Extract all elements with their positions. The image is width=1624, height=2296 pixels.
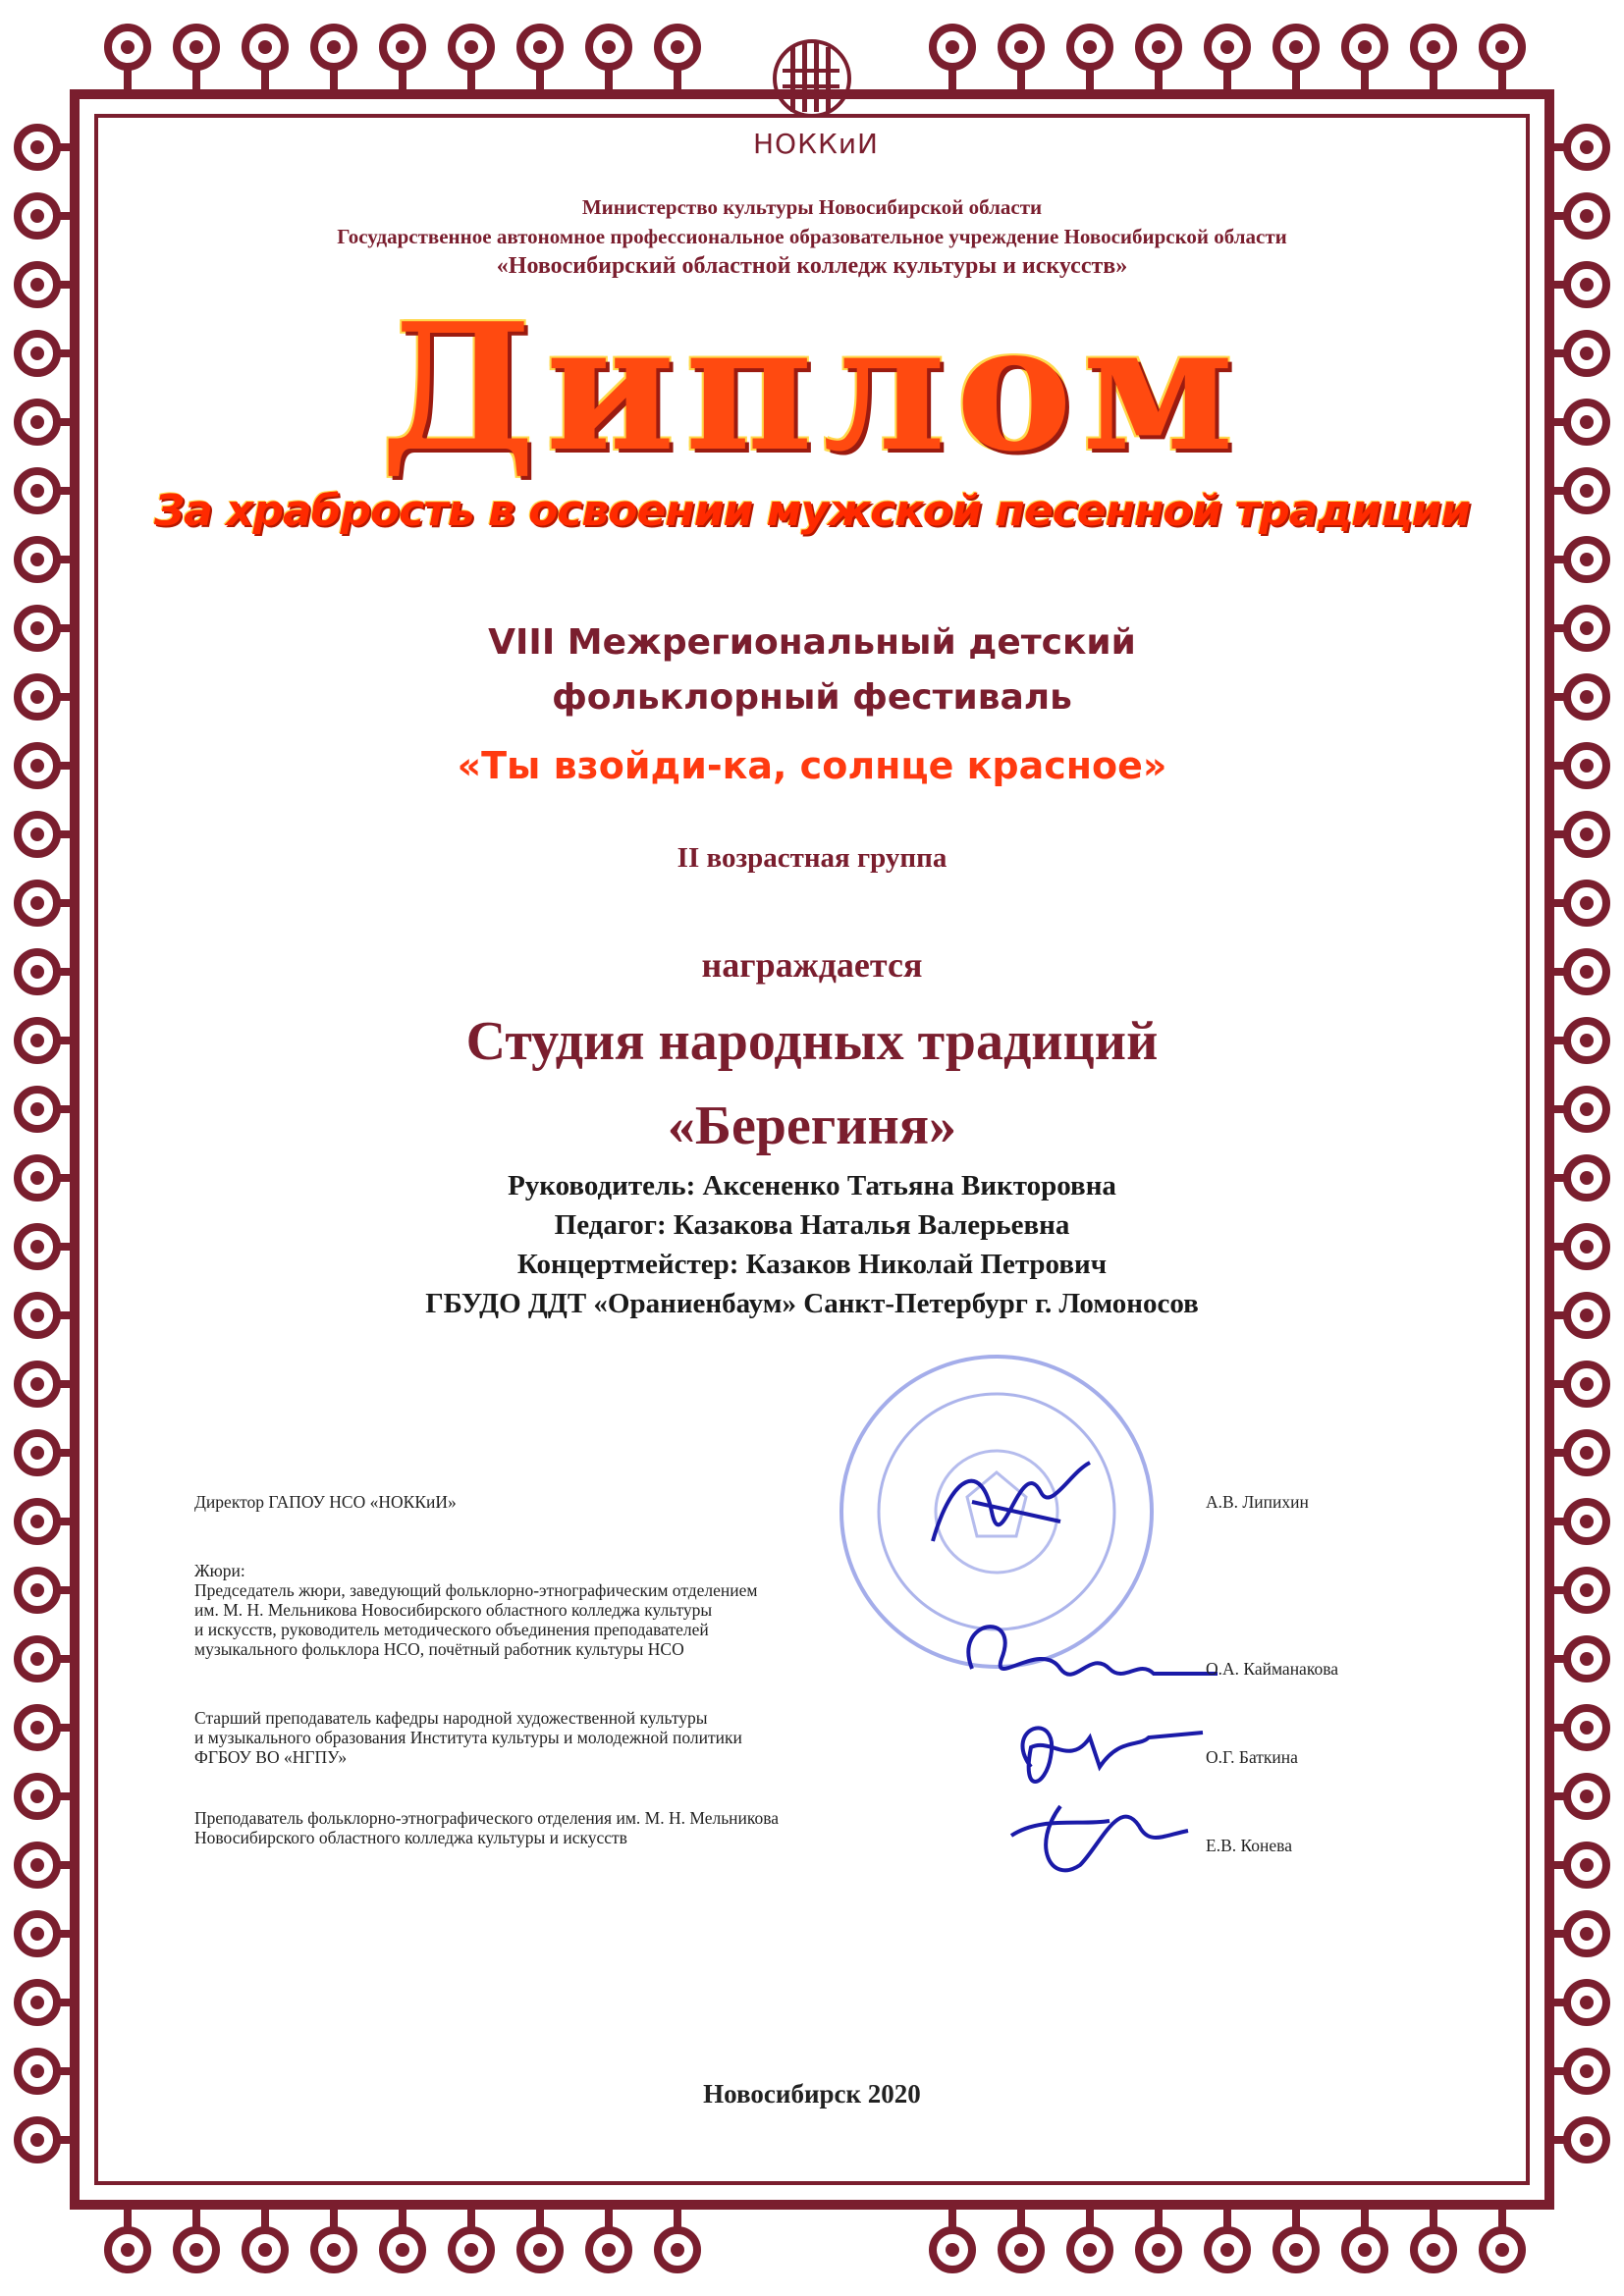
jury-member-1-line: и искусств, руководитель методического объединения преподавателей: [194, 1620, 709, 1639]
recipient-organization: ГБУДО ДДТ «Ораниенбаум» Санкт-Петербург г. Ломоносов: [425, 1288, 1199, 1319]
city-year: Новосибирск 2020: [703, 2079, 921, 2109]
recipient-leader: Руководитель: Аксененко Татьяна Викторовна: [508, 1170, 1116, 1201]
jury-member-1-line: им. М. Н. Мельникова Новосибирского областного колледжа культуры: [194, 1600, 713, 1620]
college-name: «Новосибирский областной колледж культуры и искусств»: [496, 253, 1128, 279]
jury-member-1-line: музыкального фольклора НСО, почётный работник культуры НСО: [194, 1639, 684, 1659]
jury-member-2-line: Старший преподаватель кафедры народной художественной культуры: [194, 1708, 708, 1728]
recipient-name-line-1: Студия народных традиций: [465, 1011, 1159, 1072]
jury-member-3-line: Преподаватель фольклорно-этнографического отделения им. М. Н. Мельникова: [194, 1808, 780, 1828]
logo-emblem-icon: [753, 29, 871, 128]
jury-member-1-description: [194, 1580, 1000, 1659]
college-logo: [753, 29, 879, 177]
jury-member-1-line: Председатель жюри, заведующий фольклорно-этнографическим отделением: [194, 1580, 758, 1600]
jury-member-3-line: Новосибирского областного колледжа культуры и искусств: [194, 1828, 627, 1847]
jury-member-2-line: ФГБОУ ВО «НГПУ»: [194, 1747, 348, 1767]
director-role: Директор ГАПОУ НСО «НОККиИ»: [194, 1492, 457, 1512]
recipient-name-line-2: «Берегиня»: [667, 1095, 957, 1156]
jury-member-2-line: и музыкального образования Института культуры и молодежной политики: [194, 1728, 742, 1747]
festival-name: «Ты взойди-ка, солнце красное»: [457, 744, 1167, 787]
jury-member-3-signature: [992, 1777, 1208, 1895]
ministry-name: Министерство культуры Новосибирской области: [581, 195, 1043, 219]
age-group: II возрастная группа: [677, 842, 947, 874]
director-name: А.В. Липихин: [1206, 1492, 1309, 1512]
logo-label: НОККиИ: [753, 128, 879, 160]
diploma-title: Диплом: [380, 285, 1244, 490]
diploma-subtitle: За храбрость в освоении мужской песенной традиции: [153, 486, 1471, 536]
jury-member-3-name: Е.В. Конева: [1206, 1836, 1292, 1855]
jury-member-2-name: О.Г. Баткина: [1206, 1747, 1298, 1767]
festival-line-2: фольклорный фестиваль: [552, 677, 1072, 718]
jury-member-1-name: О.А. Кайманакова: [1206, 1659, 1338, 1679]
jury-member-2-description: [194, 1708, 1000, 1767]
recipient-accompanist: Концертмейстер: Казаков Николай Петрович: [516, 1249, 1108, 1280]
jury-heading: Жюри:: [194, 1561, 245, 1580]
director-signature: [913, 1433, 1110, 1571]
awarded-label: награждается: [701, 945, 923, 985]
jury-member-3-description: [194, 1808, 1000, 1847]
institution-name: Государственное автономное профессиональное образовательное учреждение Новосибирской области: [337, 225, 1287, 248]
festival-line-1: VIII Межрегиональный детский: [488, 622, 1136, 663]
jury-member-1-signature: [943, 1600, 1227, 1708]
recipient-teacher: Педагог: Казакова Наталья Валерьевна: [554, 1209, 1070, 1241]
